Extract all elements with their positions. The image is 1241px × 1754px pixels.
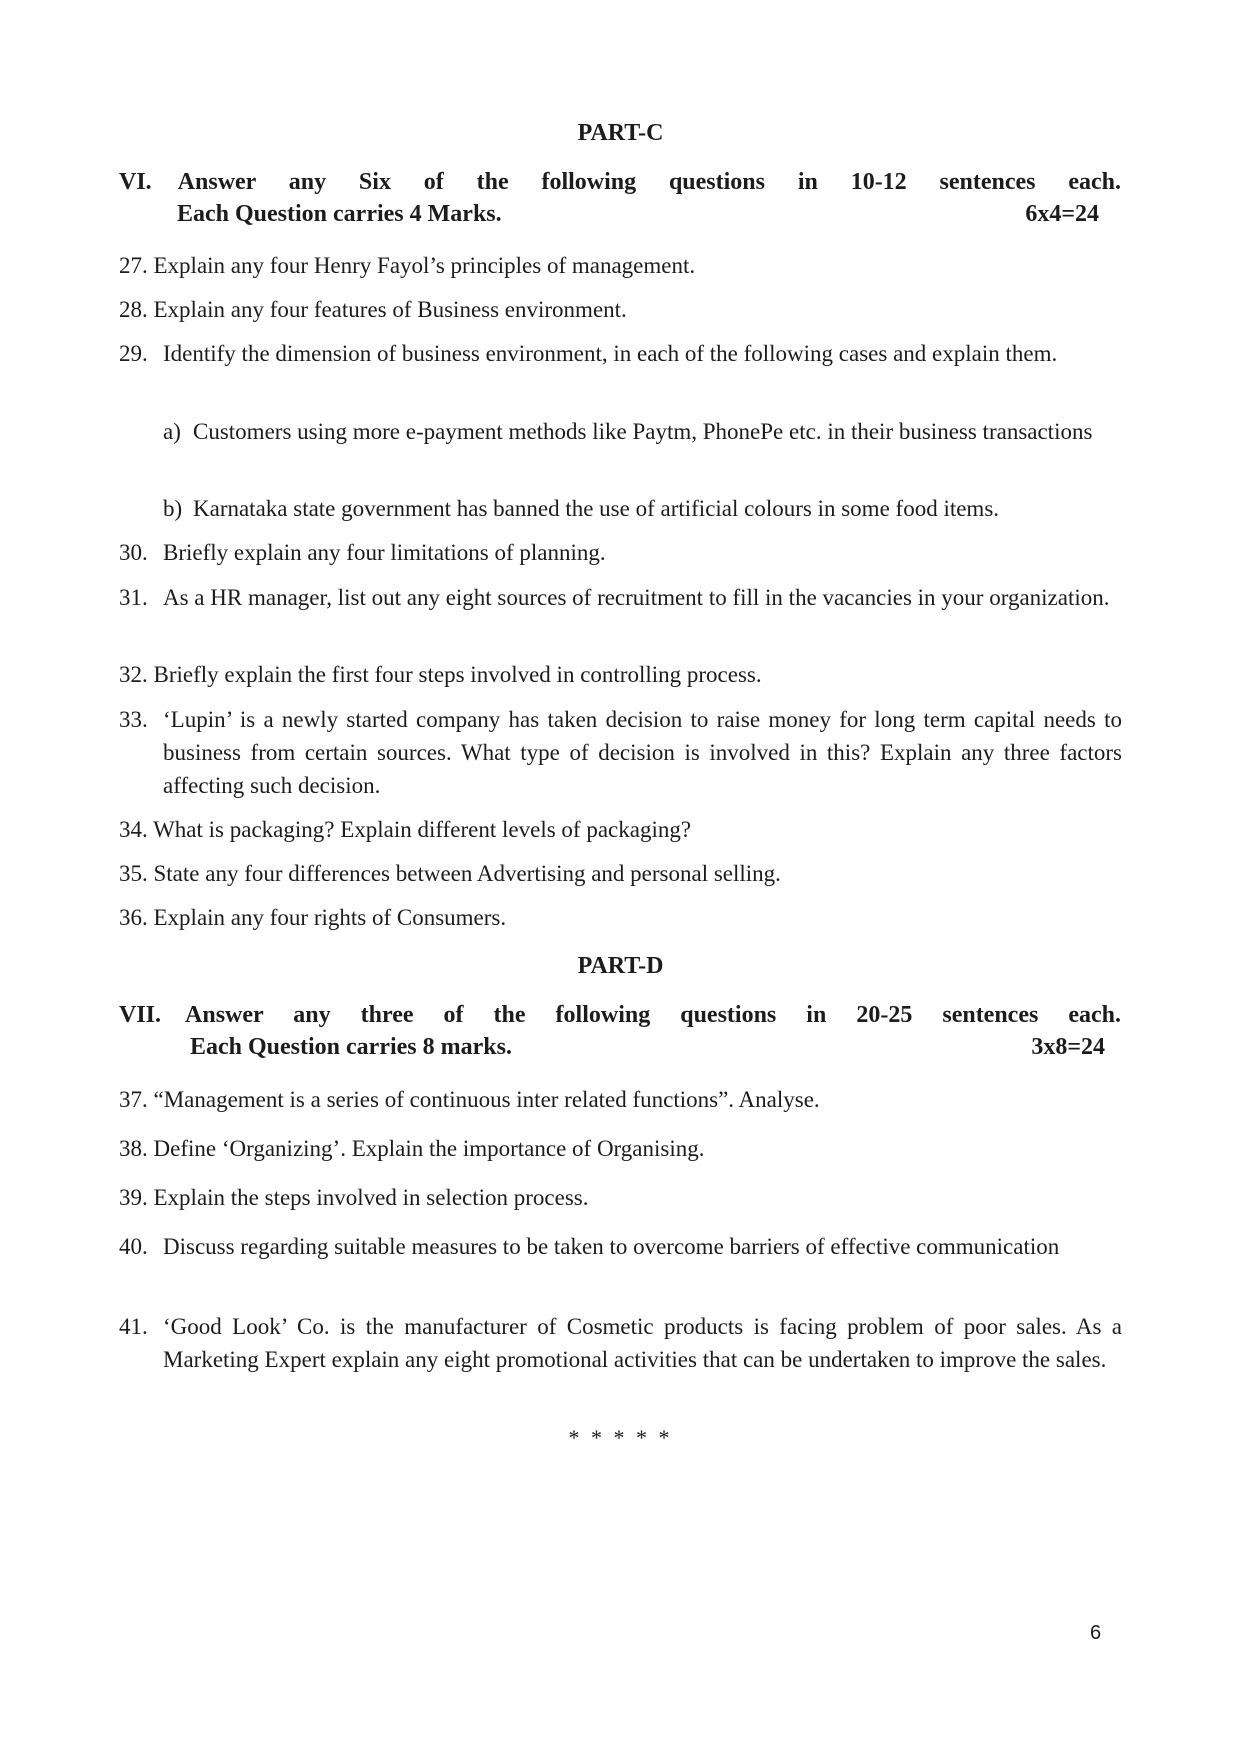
question-number: 41.: [119, 1314, 148, 1339]
question-text: Briefly explain the first four steps involved in controlling process.: [153, 662, 762, 687]
subpart-text: Customers using more e-payment methods like Paytm, PhonePe etc. in their business transactions: [193, 419, 1093, 444]
question-number: 29.: [119, 341, 148, 366]
question-32: [119, 658, 1122, 691]
section-vi-instruction-2: Each Question carries 4 Marks.: [177, 201, 502, 227]
question-text: ‘Lupin’ is a newly started company has taken decision to raise money for long term capital needs to business from certain sources. What type of decision is involved in this? Explain any three factors affecting such decision.: [163, 707, 1122, 798]
question-28: [119, 293, 1122, 326]
question-text: Briefly explain any four limitations of planning.: [163, 540, 606, 565]
section-vii-instructions: [119, 999, 1121, 1063]
question-text: Explain any four features of Business environment.: [153, 297, 627, 322]
question-number: 36.: [119, 905, 148, 930]
question-text: Explain any four rights of Consumers.: [153, 905, 507, 930]
question-text: State any four differences between Advertising and personal selling.: [153, 861, 781, 886]
section-vi-instruction: Answer any Six of the following questions in 10-12 sentences each.: [177, 169, 1121, 195]
question-35: [119, 857, 1122, 890]
section-vi-numeral: VI.: [119, 169, 152, 195]
question-number: 40.: [119, 1234, 148, 1259]
question-number: 31.: [119, 585, 148, 610]
section-vi-line2: [119, 198, 1121, 230]
subpart-label: b): [163, 496, 183, 521]
part-d-title: PART-D: [577, 953, 664, 979]
question-34: [119, 813, 1122, 846]
section-vii-marks: 3x8=24: [1031, 1034, 1105, 1060]
subpart-label: a): [163, 419, 181, 444]
section-vii-instruction: Answer any three of the following questions in 20-25 sentences each.: [185, 1002, 1121, 1028]
question-number: 37.: [119, 1087, 148, 1112]
question-31: [119, 581, 1122, 614]
question-27: [119, 249, 1122, 282]
question-text: Explain the steps involved in selection process.: [153, 1185, 589, 1210]
question-number: 35.: [119, 861, 148, 886]
question-40: [119, 1230, 1122, 1263]
question-number: 30.: [119, 540, 148, 565]
question-number: 32.: [119, 662, 148, 687]
question-text: Identify the dimension of business environment, in each of the following cases and explain them.: [163, 341, 1058, 366]
question-38: [119, 1132, 1122, 1165]
question-text: Discuss regarding suitable measures to be taken to overcome barriers of effective communication: [163, 1234, 1060, 1259]
question-text: What is packaging? Explain different levels of packaging?: [153, 817, 692, 842]
question-30: [119, 536, 1122, 569]
section-vi-marks: 6x4=24: [1025, 201, 1099, 227]
question-number: 33.: [119, 707, 148, 732]
question-number: 28.: [119, 297, 148, 322]
section-vii-line1: [119, 999, 1121, 1031]
question-number: 39.: [119, 1185, 148, 1210]
section-vii-line2: [119, 1031, 1121, 1063]
page-number: 6: [1090, 1622, 1102, 1644]
question-29: [119, 337, 1122, 370]
section-vi-instructions: [119, 166, 1121, 230]
question-39: [119, 1181, 1122, 1214]
question-36: [119, 901, 1122, 934]
question-29-part-a: [163, 415, 1122, 448]
question-text: “Management is a series of continuous inter related functions”. Analyse.: [153, 1087, 820, 1112]
section-vii-instruction-2: Each Question carries 8 marks.: [190, 1034, 512, 1060]
question-text: Explain any four Henry Fayol’s principles of management.: [153, 253, 696, 278]
end-of-paper-marker: * * * * *: [568, 1425, 673, 1450]
question-29-part-b: [163, 492, 1122, 525]
question-37: [119, 1083, 1122, 1116]
question-33: [119, 703, 1122, 802]
question-text: As a HR manager, list out any eight sources of recruitment to fill in the vacancies in your organization.: [163, 585, 1110, 610]
question-number: 27.: [119, 253, 148, 278]
question-41: [119, 1310, 1122, 1376]
question-text: Define ‘Organizing’. Explain the importance of Organising.: [153, 1136, 705, 1161]
part-c-title: PART-C: [577, 120, 664, 146]
subpart-text: Karnataka state government has banned the use of artificial colours in some food items.: [193, 496, 1000, 521]
question-number: 38.: [119, 1136, 148, 1161]
section-vi-line1: [119, 166, 1121, 198]
question-text: ‘Good Look’ Co. is the manufacturer of Cosmetic products is facing problem of poor sales. As a Marketing Expert explain any eight promotional activities that can be undertaken to improve the sales.: [163, 1314, 1122, 1372]
question-number: 34.: [119, 817, 148, 842]
section-vii-numeral: VII.: [119, 1002, 162, 1028]
